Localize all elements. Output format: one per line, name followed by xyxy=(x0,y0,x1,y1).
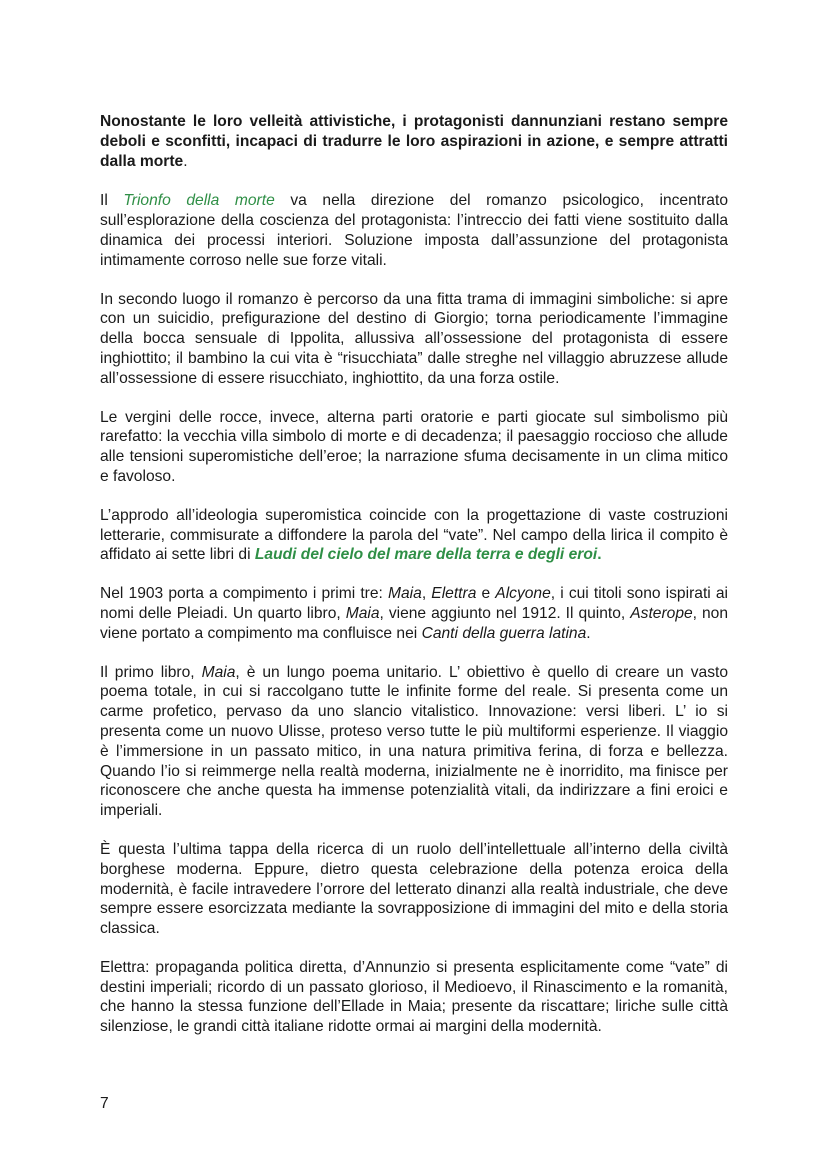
text-span: e xyxy=(476,585,496,603)
title-laudi-end: . xyxy=(597,546,602,564)
title-trionfo-della-morte: Trionfo della morte xyxy=(123,192,275,210)
document-body xyxy=(100,112,728,1056)
text-span: . xyxy=(586,624,591,642)
text-span: , non viene portato a compimento ma confluisce nei xyxy=(100,604,728,642)
text-span: , xyxy=(421,585,432,603)
paragraph-superomismo xyxy=(100,506,728,565)
title-laudi: Laudi del cielo del mare della terra e degli eroi xyxy=(254,546,598,564)
intro-end: . xyxy=(183,152,188,170)
paragraph-intro xyxy=(100,112,728,171)
title-alcyone: Alcyone xyxy=(495,585,551,603)
text-span: va nella direzione del romanzo psicologico, incentrato sull’esplorazione della coscienza del protagonista: l’intreccio dei fatti viene sostituito dalla dinamica dei processi interiori. Soluzione imposta dall’assunzione del protagonista intimamente corroso nelle sue forze vitali. xyxy=(100,192,728,269)
text-span: Il xyxy=(100,192,124,210)
text-span: , i cui titoli sono ispirati ai nomi delle Pleiadi. Un quarto libro, xyxy=(100,585,728,622)
title-maia: Maia xyxy=(388,585,422,603)
title-canti-guerra-latina: Canti della guerra latina xyxy=(421,624,587,642)
paragraph-vergini: Le vergini delle rocce, invece, alterna parti oratorie e parti giocate sul simbolismo più rarefatto: la vecchia villa simbolo di morte e di decadenza; il paesaggio roccioso che allude alle tensioni superomistiche dell’eroe; la narrazione sfuma decisamente in un clima mitico e favoloso. xyxy=(100,408,728,485)
text-span: Nel 1903 porta a compimento i primi tre: xyxy=(100,585,389,603)
text-span: L’approdo all’ideologia superomistica coincide con la progettazione di vaste costruzioni letterarie, commisurate a diffondere la parola del “vate”. Nel campo della lirica il compito è affidato ai sette libri di xyxy=(100,506,728,564)
paragraph-maia xyxy=(100,663,728,821)
page-number: 7 xyxy=(100,1095,109,1112)
text-span: , è un lungo poema unitario. L’ obiettivo è quello di creare un vasto poema totale, in cui si raccolgano tutte le infinite forme del reale. Si presenta come un carme profetico, pervaso da uno slancio vitalistico. Innovazione: versi liberi. L’ io si presenta come un nuovo Ulisse, proteso verso tutte le più multiformi esperienze. Il viaggio è l’immersione in un passato mitico, in una natura primitiva ferina, di forza e bellezza. Quando l’io si reimmerge nella realtà moderna, inizialmente ne è inorridito, ma finisce per riconoscere che anche questa ha immense potenzialità vitali, da indirizzare a fini eroici e imperiali. xyxy=(100,663,728,820)
paragraph-intellettuale: È questa l’ultima tappa della ricerca di un ruolo dell’intellettuale all’interno della civiltà borghese moderna. Eppure, dietro questa celebrazione della potenza eroica della modernità, è facile intravedere l’orrore del letterato dinanzi alla realtà industriale, che deve sempre essere esorcizzata mediante la sovrapposizione di immagini del mito e della storia classica. xyxy=(100,840,728,938)
title-elettra: Elettra xyxy=(431,585,477,603)
intro-bold-text: Nonostante le loro velleità attivistiche, i protagonisti dannunziani restano sempre deboli e sconfitti, incapaci di tradurre le loro aspirazioni in azione, e sempre attratti dalla morte xyxy=(100,113,728,170)
title-maia: Maia xyxy=(345,604,380,622)
text-span: , viene aggiunto nel 1912. Il quinto, xyxy=(379,604,631,622)
paragraph-pleiadi xyxy=(100,584,728,643)
title-maia: Maia xyxy=(201,663,236,681)
title-asterope: Asterope xyxy=(630,604,693,622)
paragraph-symbolism: In secondo luogo il romanzo è percorso da una fitta trama di immagini simboliche: si apre con un suicidio, prefigurazione del destino di Giorgio; torna periodicamente l’immagine della bocca sensuale di Ippolita, allussiva all’ossessione del protagonista di essere inghiottito; il bambino la cui vita è “risucchiata” dalle streghe nel villaggio abruzzese allude all’ossessione di essere risucchiato, inghiottito, da una forza ostile. xyxy=(100,290,728,387)
paragraph-trionfo xyxy=(100,191,728,270)
text-span: Il primo libro, xyxy=(100,663,202,681)
paragraph-elettra: Elettra: propaganda politica diretta, d’Annunzio si presenta esplicitamente come “vate” di destini imperiali; ricordo di un passato glorioso, il Medioevo, il Rinascimento e la romanità, che hanno la stessa funzione dell’Ellade in Maia; presente da riscattare; liriche sulle città silenziose, le grandi città italiane ridotte ormai ai margini della modernità. xyxy=(100,958,728,1036)
